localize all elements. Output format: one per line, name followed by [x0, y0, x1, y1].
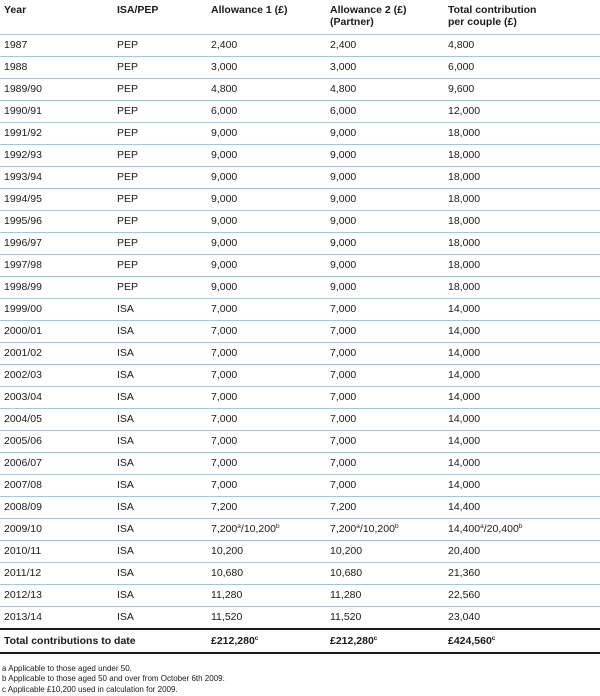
- cell-isa-pep: ISA: [113, 453, 207, 475]
- footnotes: [2, 664, 225, 695]
- cell-isa-pep: PEP: [113, 101, 207, 123]
- cell-isa-pep: ISA: [113, 387, 207, 409]
- cell-allowance-1: 7,000: [207, 409, 326, 431]
- cell-isa-pep: PEP: [113, 79, 207, 101]
- cell-isa-pep: PEP: [113, 211, 207, 233]
- cell-isa-pep: PEP: [113, 233, 207, 255]
- cell-total: 22,560: [444, 585, 600, 607]
- cell-allowance-1: 11,520: [207, 607, 326, 630]
- cell-allowance-1: 7,200$^a$/10,200$^b$: [207, 519, 326, 541]
- footnote-b: b Applicable to those aged 50 and over from October 6th 2009.: [2, 674, 225, 684]
- totals-couple: £424,560$^c$: [444, 629, 600, 653]
- cell-year: 2009/10: [0, 519, 113, 541]
- table-row: [0, 343, 600, 365]
- table-row: [0, 145, 600, 167]
- cell-isa-pep: ISA: [113, 343, 207, 365]
- header-total-contribution: Total contribution per couple (£): [444, 0, 600, 35]
- cell-total: 14,000: [444, 343, 600, 365]
- cell-allowance-1: 9,000: [207, 189, 326, 211]
- cell-allowance-1: 9,000: [207, 277, 326, 299]
- cell-allowance-1: 10,680: [207, 563, 326, 585]
- cell-allowance-2: 9,000: [326, 233, 444, 255]
- table-row: [0, 607, 600, 630]
- table-row: [0, 189, 600, 211]
- cell-year: 2002/03: [0, 365, 113, 387]
- cell-total: 14,400$^a$/20,400$^b$: [444, 519, 600, 541]
- table-header: [0, 0, 600, 35]
- cell-total: 14,000: [444, 299, 600, 321]
- cell-isa-pep: PEP: [113, 145, 207, 167]
- footnote-c: c Applicable £10,200 used in calculation for 2009.: [2, 684, 178, 694]
- cell-allowance-1: 9,000: [207, 123, 326, 145]
- table-row: [0, 255, 600, 277]
- cell-year: 1993/94: [0, 167, 113, 189]
- cell-allowance-1: 6,000: [207, 101, 326, 123]
- table-row: [0, 453, 600, 475]
- cell-allowance-2: 7,000: [326, 387, 444, 409]
- cell-total: 14,000: [444, 431, 600, 453]
- cell-year: 1994/95: [0, 189, 113, 211]
- cell-year: 1988: [0, 57, 113, 79]
- cell-year: 1989/90: [0, 79, 113, 101]
- cell-total: 21,360: [444, 563, 600, 585]
- cell-allowance-1: 9,000: [207, 167, 326, 189]
- table-row: [0, 519, 600, 541]
- cell-isa-pep: ISA: [113, 409, 207, 431]
- cell-isa-pep: ISA: [113, 475, 207, 497]
- cell-isa-pep: ISA: [113, 497, 207, 519]
- cell-total: 14,000: [444, 409, 600, 431]
- cell-allowance-2: 7,000: [326, 409, 444, 431]
- cell-total: 14,000: [444, 365, 600, 387]
- cell-year: 1998/99: [0, 277, 113, 299]
- cell-year: 2012/13: [0, 585, 113, 607]
- table-row: [0, 79, 600, 101]
- cell-allowance-2: 9,000: [326, 189, 444, 211]
- cell-isa-pep: PEP: [113, 123, 207, 145]
- cell-allowance-2: 7,000: [326, 321, 444, 343]
- cell-year: 1999/00: [0, 299, 113, 321]
- cell-year: 2004/05: [0, 409, 113, 431]
- cell-allowance-1: 9,000: [207, 233, 326, 255]
- cell-allowance-1: 2,400: [207, 35, 326, 57]
- cell-allowance-1: 7,000: [207, 321, 326, 343]
- cell-year: 2011/12: [0, 563, 113, 585]
- cell-allowance-2: 7,000: [326, 299, 444, 321]
- cell-isa-pep: PEP: [113, 255, 207, 277]
- cell-year: 2005/06: [0, 431, 113, 453]
- table-row: [0, 211, 600, 233]
- table-row: [0, 563, 600, 585]
- cell-allowance-1: 4,800: [207, 79, 326, 101]
- cell-allowance-2: 7,000: [326, 453, 444, 475]
- header-year: Year: [0, 0, 113, 35]
- cell-isa-pep: ISA: [113, 365, 207, 387]
- table-row: [0, 35, 600, 57]
- cell-total: 14,000: [444, 475, 600, 497]
- cell-allowance-2: 7,000: [326, 365, 444, 387]
- cell-isa-pep: ISA: [113, 607, 207, 630]
- table-row: [0, 365, 600, 387]
- table-row: [0, 233, 600, 255]
- cell-isa-pep: PEP: [113, 35, 207, 57]
- cell-total: 18,000: [444, 255, 600, 277]
- cell-total: 18,000: [444, 277, 600, 299]
- cell-allowance-1: 7,000: [207, 343, 326, 365]
- cell-total: 14,000: [444, 387, 600, 409]
- cell-allowance-1: 7,000: [207, 475, 326, 497]
- cell-total: 18,000: [444, 145, 600, 167]
- table-body: [0, 35, 600, 630]
- header-row: [0, 0, 600, 35]
- footnote-a: a Applicable to those aged under 50.: [2, 664, 132, 673]
- cell-allowance-2: 9,000: [326, 123, 444, 145]
- cell-allowance-2: 10,680: [326, 563, 444, 585]
- cell-total: 9,600: [444, 79, 600, 101]
- cell-total: 18,000: [444, 211, 600, 233]
- cell-allowance-2: 6,000: [326, 101, 444, 123]
- cell-total: 14,000: [444, 321, 600, 343]
- cell-year: 1991/92: [0, 123, 113, 145]
- cell-isa-pep: PEP: [113, 167, 207, 189]
- cell-allowance-2: 9,000: [326, 277, 444, 299]
- cell-allowance-2: 7,200: [326, 497, 444, 519]
- cell-total: 18,000: [444, 123, 600, 145]
- cell-allowance-2: 4,800: [326, 79, 444, 101]
- cell-isa-pep: PEP: [113, 277, 207, 299]
- cell-allowance-2: 7,000: [326, 475, 444, 497]
- table-footer: [0, 629, 600, 653]
- cell-total: 18,000: [444, 189, 600, 211]
- cell-year: 1997/98: [0, 255, 113, 277]
- cell-allowance-2: 11,520: [326, 607, 444, 630]
- table-row: [0, 475, 600, 497]
- cell-allowance-2: 9,000: [326, 145, 444, 167]
- cell-year: 1987: [0, 35, 113, 57]
- table-row: [0, 299, 600, 321]
- cell-allowance-1: 3,000: [207, 57, 326, 79]
- cell-total: 6,000: [444, 57, 600, 79]
- table-row: [0, 585, 600, 607]
- cell-total: 18,000: [444, 233, 600, 255]
- cell-allowance-2: 7,000: [326, 431, 444, 453]
- cell-allowance-2: 9,000: [326, 255, 444, 277]
- table-row: [0, 409, 600, 431]
- cell-allowance-1: 11,280: [207, 585, 326, 607]
- cell-isa-pep: ISA: [113, 299, 207, 321]
- header-allowance-1: Allowance 1 (£): [207, 0, 326, 35]
- totals-allowance-2: £212,280$^c$: [326, 629, 444, 653]
- cell-allowance-2: 2,400: [326, 35, 444, 57]
- cell-allowance-2: 7,200$^a$/10,200$^b$: [326, 519, 444, 541]
- cell-year: 2008/09: [0, 497, 113, 519]
- table-row: [0, 277, 600, 299]
- header-allowance-2: Allowance 2 (£) (Partner): [326, 0, 444, 35]
- table-row: [0, 101, 600, 123]
- cell-year: 2007/08: [0, 475, 113, 497]
- cell-total: 14,400: [444, 497, 600, 519]
- cell-isa-pep: ISA: [113, 519, 207, 541]
- cell-year: 2001/02: [0, 343, 113, 365]
- table-row: [0, 431, 600, 453]
- cell-isa-pep: ISA: [113, 585, 207, 607]
- cell-total: 14,000: [444, 453, 600, 475]
- cell-allowance-1: 9,000: [207, 255, 326, 277]
- cell-year: 2006/07: [0, 453, 113, 475]
- totals-allowance-1: £212,280$^c$: [207, 629, 326, 653]
- cell-year: 1992/93: [0, 145, 113, 167]
- cell-allowance-1: 7,000: [207, 365, 326, 387]
- cell-allowance-1: 10,200: [207, 541, 326, 563]
- cell-allowance-1: 7,000: [207, 431, 326, 453]
- cell-allowance-1: 7,200: [207, 497, 326, 519]
- cell-allowance-2: 3,000: [326, 57, 444, 79]
- cell-allowance-1: 9,000: [207, 211, 326, 233]
- totals-label: Total contributions to date: [0, 629, 113, 653]
- cell-allowance-2: 9,000: [326, 211, 444, 233]
- cell-allowance-2: 9,000: [326, 167, 444, 189]
- cell-year: 2003/04: [0, 387, 113, 409]
- table-row: [0, 167, 600, 189]
- cell-total: 12,000: [444, 101, 600, 123]
- table-row: [0, 123, 600, 145]
- cell-year: 1990/91: [0, 101, 113, 123]
- totals-row: [0, 629, 600, 653]
- table-row: [0, 57, 600, 79]
- cell-allowance-1: 9,000: [207, 145, 326, 167]
- cell-total: 23,040: [444, 607, 600, 630]
- cell-isa-pep: ISA: [113, 431, 207, 453]
- cell-year: 2010/11: [0, 541, 113, 563]
- cell-allowance-2: 10,200: [326, 541, 444, 563]
- cell-allowance-2: 11,280: [326, 585, 444, 607]
- cell-isa-pep: ISA: [113, 541, 207, 563]
- cell-allowance-1: 7,000: [207, 453, 326, 475]
- cell-allowance-1: 7,000: [207, 387, 326, 409]
- cell-allowance-2: 7,000: [326, 343, 444, 365]
- header-isa-pep: ISA/PEP: [113, 0, 207, 35]
- cell-total: 18,000: [444, 167, 600, 189]
- table-row: [0, 497, 600, 519]
- cell-isa-pep: PEP: [113, 189, 207, 211]
- cell-year: 2013/14: [0, 607, 113, 630]
- cell-total: 4,800: [444, 35, 600, 57]
- table-row: [0, 541, 600, 563]
- cell-isa-pep: ISA: [113, 563, 207, 585]
- cell-isa-pep: ISA: [113, 321, 207, 343]
- cell-year: 2000/01: [0, 321, 113, 343]
- table-row: [0, 321, 600, 343]
- cell-total: 20,400: [444, 541, 600, 563]
- table-row: [0, 387, 600, 409]
- cell-year: 1996/97: [0, 233, 113, 255]
- cell-year: 1995/96: [0, 211, 113, 233]
- cell-allowance-1: 7,000: [207, 299, 326, 321]
- cell-isa-pep: PEP: [113, 57, 207, 79]
